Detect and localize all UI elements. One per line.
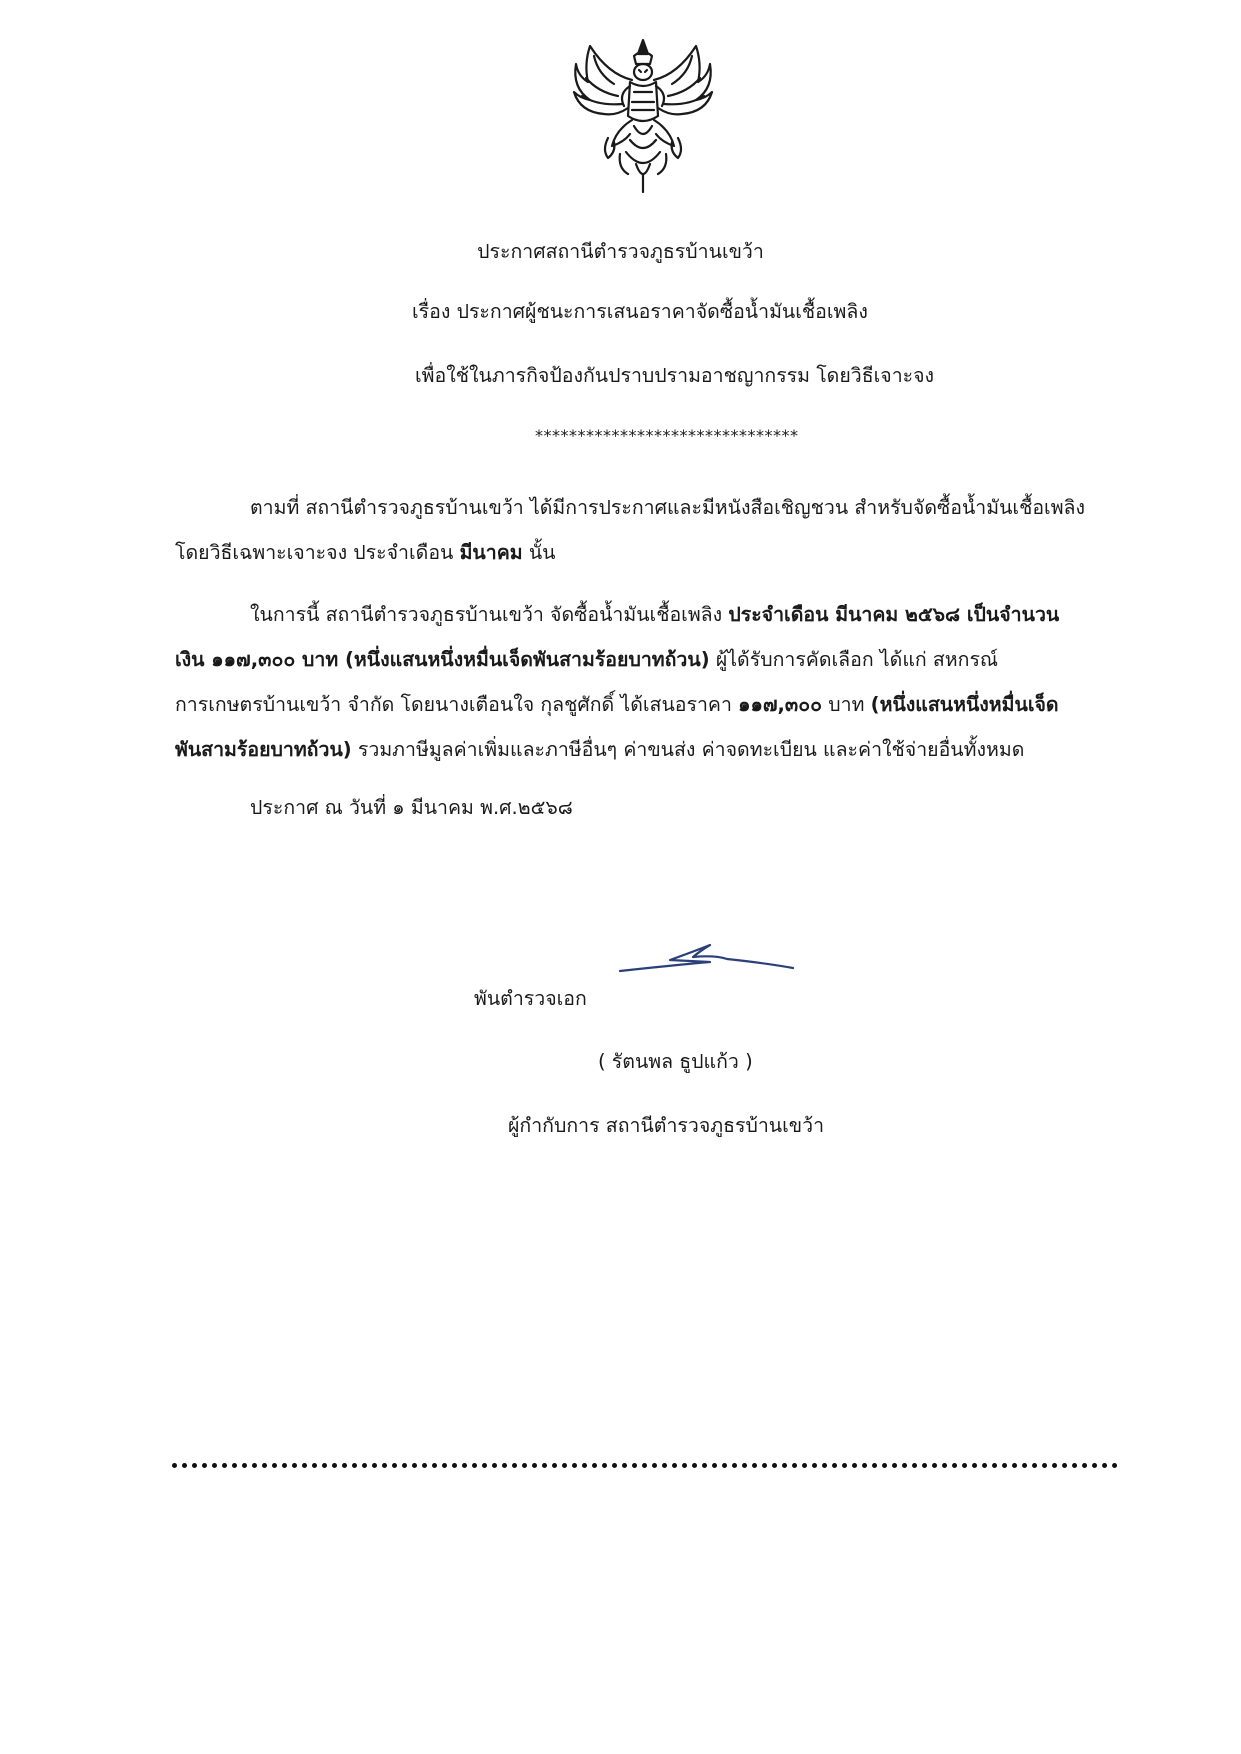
signatory-rank: พันตำรวจเอก [474, 987, 587, 1010]
bottom-dotted-rule [172, 1463, 1118, 1468]
award-bold-a: ประจำเดือน มีนาคม ๒๕๖๘ เป็นจำนวน [728, 603, 1060, 626]
award-text-d: บาท [828, 693, 865, 716]
announcement-title: ประกาศสถานีตำรวจภูธรบ้านเขว้า [477, 240, 764, 263]
award-text-e: รวมภาษีมูลค่าเพิ่มและภาษีอื่นๆ ค่าขนส่ง ค่าจดทะเบียน และค่าใช้จ่ายอื่นทั้งหมด [357, 738, 1025, 761]
month-bold: มีนาคม [459, 541, 523, 564]
announcement-subject-line2: เพื่อใช้ในภารกิจป้องกันปราบปรามอาชญากรรม โดยวิธีเจาะจง [415, 364, 935, 387]
award-text-a: ในการนี้ สถานีตำรวจภูธรบ้านเขว้า จัดซื้อน้ำมันเชื้อเพลิง [250, 603, 723, 626]
announce-date: ประกาศ ณ วันที่ ๑ มีนาคม พ.ศ.๒๕๖๘ [250, 796, 573, 819]
paragraph-award [175, 592, 1115, 772]
award-amount-words-a: (หนึ่งแสนหนึ่งหมื่นเจ็ด [870, 693, 1059, 716]
paragraph-intro-line2: โดยวิธีเฉพาะเจาะจง ประจำเดือน [175, 541, 454, 564]
paragraph-intro-line1: ตามที่ สถานีตำรวจภูธรบ้านเขว้า ได้มีการประกาศและมีหนังสือเชิญชวน สำหรับจัดซื้อน้ำมันเชื้อเพลิง [250, 496, 1086, 519]
award-text-c: การเกษตรบ้านเขว้า จำกัด โดยนางเตือนใจ กุลชูศักดิ์ ได้เสนอราคา [175, 693, 732, 716]
award-bold-b: เงิน ๑๑๗,๓๐๐ บาท (หนึ่งแสนหนึ่งหมื่นเจ็ดพันสามร้อยบาทถ้วน) [175, 648, 710, 671]
award-amount-words-b: พันสามร้อยบาทถ้วน) [175, 738, 352, 761]
signatory-position: ผู้กำกับการ สถานีตำรวจภูธรบ้านเขว้า [508, 1114, 825, 1137]
award-text-b: ผู้ได้รับการคัดเลือก ได้แก่ สหกรณ์ [715, 648, 999, 671]
header-separator: ******************************* [535, 426, 799, 445]
garuda-emblem-icon [568, 34, 718, 196]
announcement-subject: เรื่อง ประกาศผู้ชนะการเสนอราคาจัดซื้อน้ำมันเชื้อเพลิง [412, 300, 868, 323]
paragraph-intro [175, 485, 1115, 575]
signatory-name: ( รัตนพล ธูปแก้ว ) [598, 1050, 753, 1073]
paragraph-intro-end: นั้น [528, 541, 556, 564]
award-amount: ๑๑๗,๓๐๐ [738, 693, 823, 716]
signature-mark [615, 935, 800, 977]
